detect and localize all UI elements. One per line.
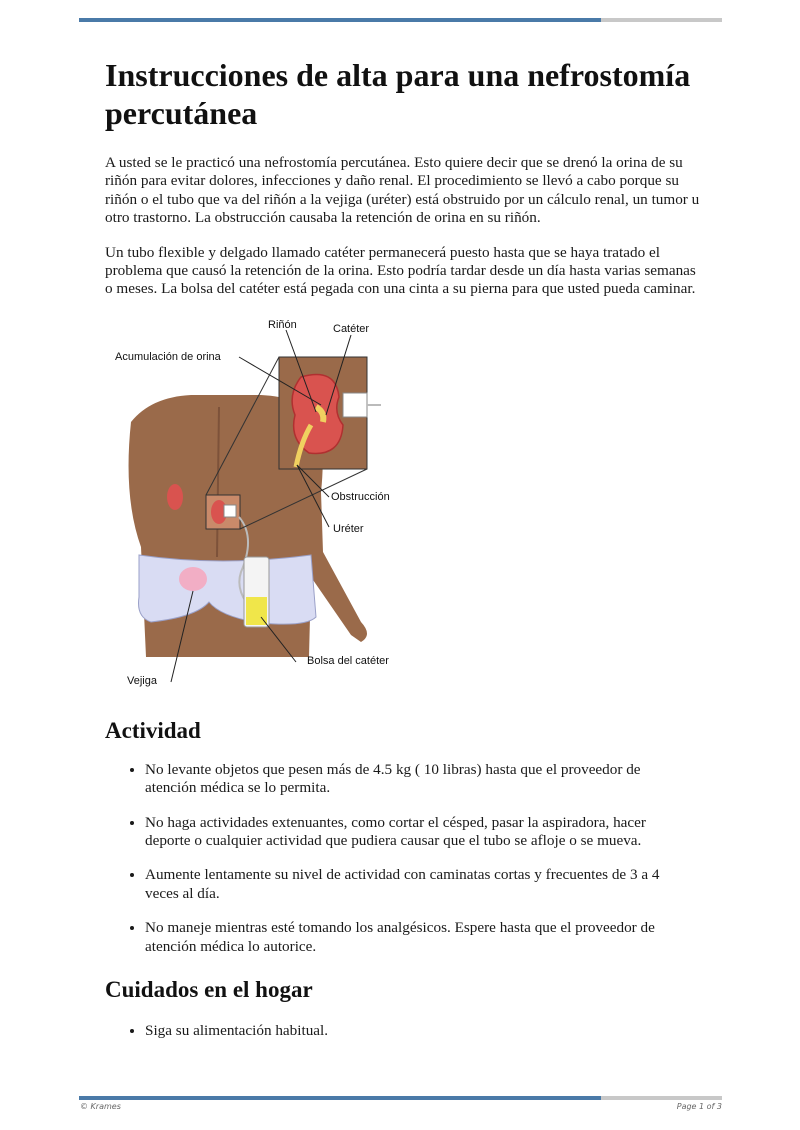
list-item: • No haga actividades extenuantes, como cortar el césped, pasar la aspiradora, hacer deporte o cualquier actividad que pudiera causar que el tubo se afloje o se mueva. [145, 814, 705, 851]
document-body [105, 56, 705, 1041]
page-title: Instrucciones de alta para una nefrostomía percutánea [105, 57, 691, 131]
list-item: • Aumente lentamente su nivel de actividad con caminatas cortas y frecuentes de 3 a 4 veces al día. [145, 866, 705, 903]
footer-copyright: © Krames [80, 1102, 121, 1111]
illustration-drawing [111, 317, 421, 697]
label-bladder: Vejiga [127, 674, 157, 687]
top-progress-bar [79, 18, 722, 22]
label-catheter-bag: Bolsa del catéter [307, 654, 389, 667]
section-heading-home-care: Cuidados en el hogar [105, 977, 313, 1003]
label-obstruction: Obstrucción [331, 490, 390, 503]
bottom-progress-bar-fill [79, 1096, 601, 1100]
intro-paragraph: A usted se le practicó una nefrostomía percutánea. Esto quiere decir que se drenó la orina de su riñón para evitar dolores, infecciones y daño renal. El procedimiento se llevó a cabo porque su riñón o el tubo que va del riñón a la vejiga (uréter) está obstruido por un cálculo renal, un tumor u otro trastorno. La obstrucción causaba la retención de orina en su riñón. [105, 154, 700, 227]
footer-page-indicator: Page 1 of 3 [676, 1102, 722, 1111]
label-kidney: Riñón [268, 318, 297, 331]
bottom-progress-bar [79, 1096, 722, 1100]
list-item: • No levante objetos que pesen más de 4.5 kg ( 10 libras) hasta que el proveedor de atención médica se lo permita. [145, 761, 705, 798]
activity-list [105, 761, 705, 956]
section-heading-activity: Actividad [105, 717, 201, 743]
top-progress-bar-fill [79, 18, 601, 22]
home-care-list [105, 1022, 705, 1040]
list-item: • Siga su alimentación habitual. [145, 1022, 705, 1040]
label-urine-buildup: Acumulación de orina [115, 350, 221, 363]
intro-paragraph: Un tubo flexible y delgado llamado catéter permanecerá puesto hasta que se haya tratado el problema que causó la retención de la orina. Esto podría tardar desde un día hasta varias semanas o meses. La bolsa del catéter está pegada con una cinta a su pierna para que usted pueda caminar. [105, 243, 696, 298]
label-ureter: Uréter [333, 522, 364, 535]
list-item: • No maneje mientras esté tomando los analgésicos. Espere hasta que el proveedor de atención médica lo autorice. [145, 919, 705, 956]
nephrostomy-illustration [111, 317, 421, 697]
label-catheter: Catéter [333, 322, 370, 335]
